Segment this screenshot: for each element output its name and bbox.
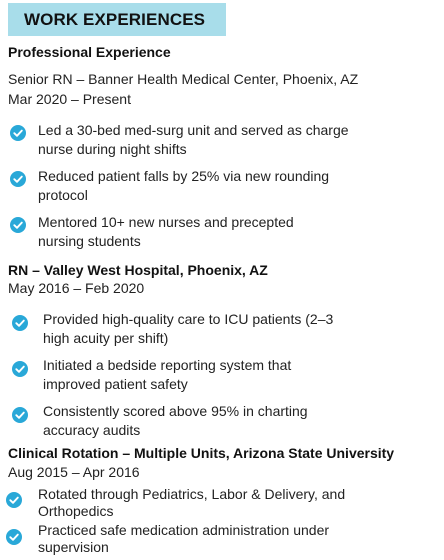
job-heading: Clinical Rotation – Multiple Units, Arizona State University	[8, 445, 395, 461]
bullet-line: improved patient safety	[43, 376, 188, 392]
bullet-line: high acuity per shift)	[43, 330, 169, 346]
job-role: Senior RN – Banner Health Medical Center, Phoenix, AZ	[8, 71, 359, 87]
bullet-line: Led a 30-bed med-surg unit and served as charge	[38, 122, 349, 138]
experience-heading: Professional Experience	[8, 44, 171, 60]
check-circle-icon	[10, 171, 26, 187]
bullet-line: supervision	[38, 539, 109, 555]
bullet-line: Reduced patient falls by 25% via new rounding	[38, 168, 330, 184]
check-circle-icon	[10, 217, 26, 233]
bullet-line: Mentored 10+ new nurses and precepted	[38, 214, 294, 230]
section-title: WORK EXPERIENCES	[24, 9, 206, 29]
bullet-line: Consistently scored above 95% in charting	[43, 403, 308, 419]
job-dates: May 2016 – Feb 2020	[8, 280, 145, 296]
bullet-line: Provided high-quality care to ICU patients (2–3	[43, 311, 334, 327]
job-heading: RN – Valley West Hospital, Phoenix, AZ	[8, 262, 268, 278]
bullet-line: Practiced safe medication administration under	[38, 522, 330, 538]
bullet-line: nursing students	[38, 233, 141, 249]
check-circle-icon	[12, 407, 28, 423]
bullet-line: accuracy audits	[43, 422, 141, 438]
bullet-line: Orthopedics	[38, 503, 114, 519]
bullet-line: protocol	[38, 187, 88, 203]
check-circle-icon	[6, 529, 22, 545]
bullet-line: Initiated a bedside reporting system that	[43, 357, 292, 373]
bullet-line: Rotated through Pediatrics, Labor & Delivery, and	[38, 486, 346, 502]
check-circle-icon	[12, 361, 28, 377]
job-dates: Aug 2015 – Apr 2016	[8, 464, 140, 480]
bullet-line: nurse during night shifts	[38, 141, 187, 157]
check-circle-icon	[6, 492, 22, 508]
job-dates: Mar 2020 – Present	[8, 91, 131, 107]
check-circle-icon	[12, 315, 28, 331]
section-header	[8, 3, 226, 36]
check-circle-icon	[10, 125, 26, 141]
